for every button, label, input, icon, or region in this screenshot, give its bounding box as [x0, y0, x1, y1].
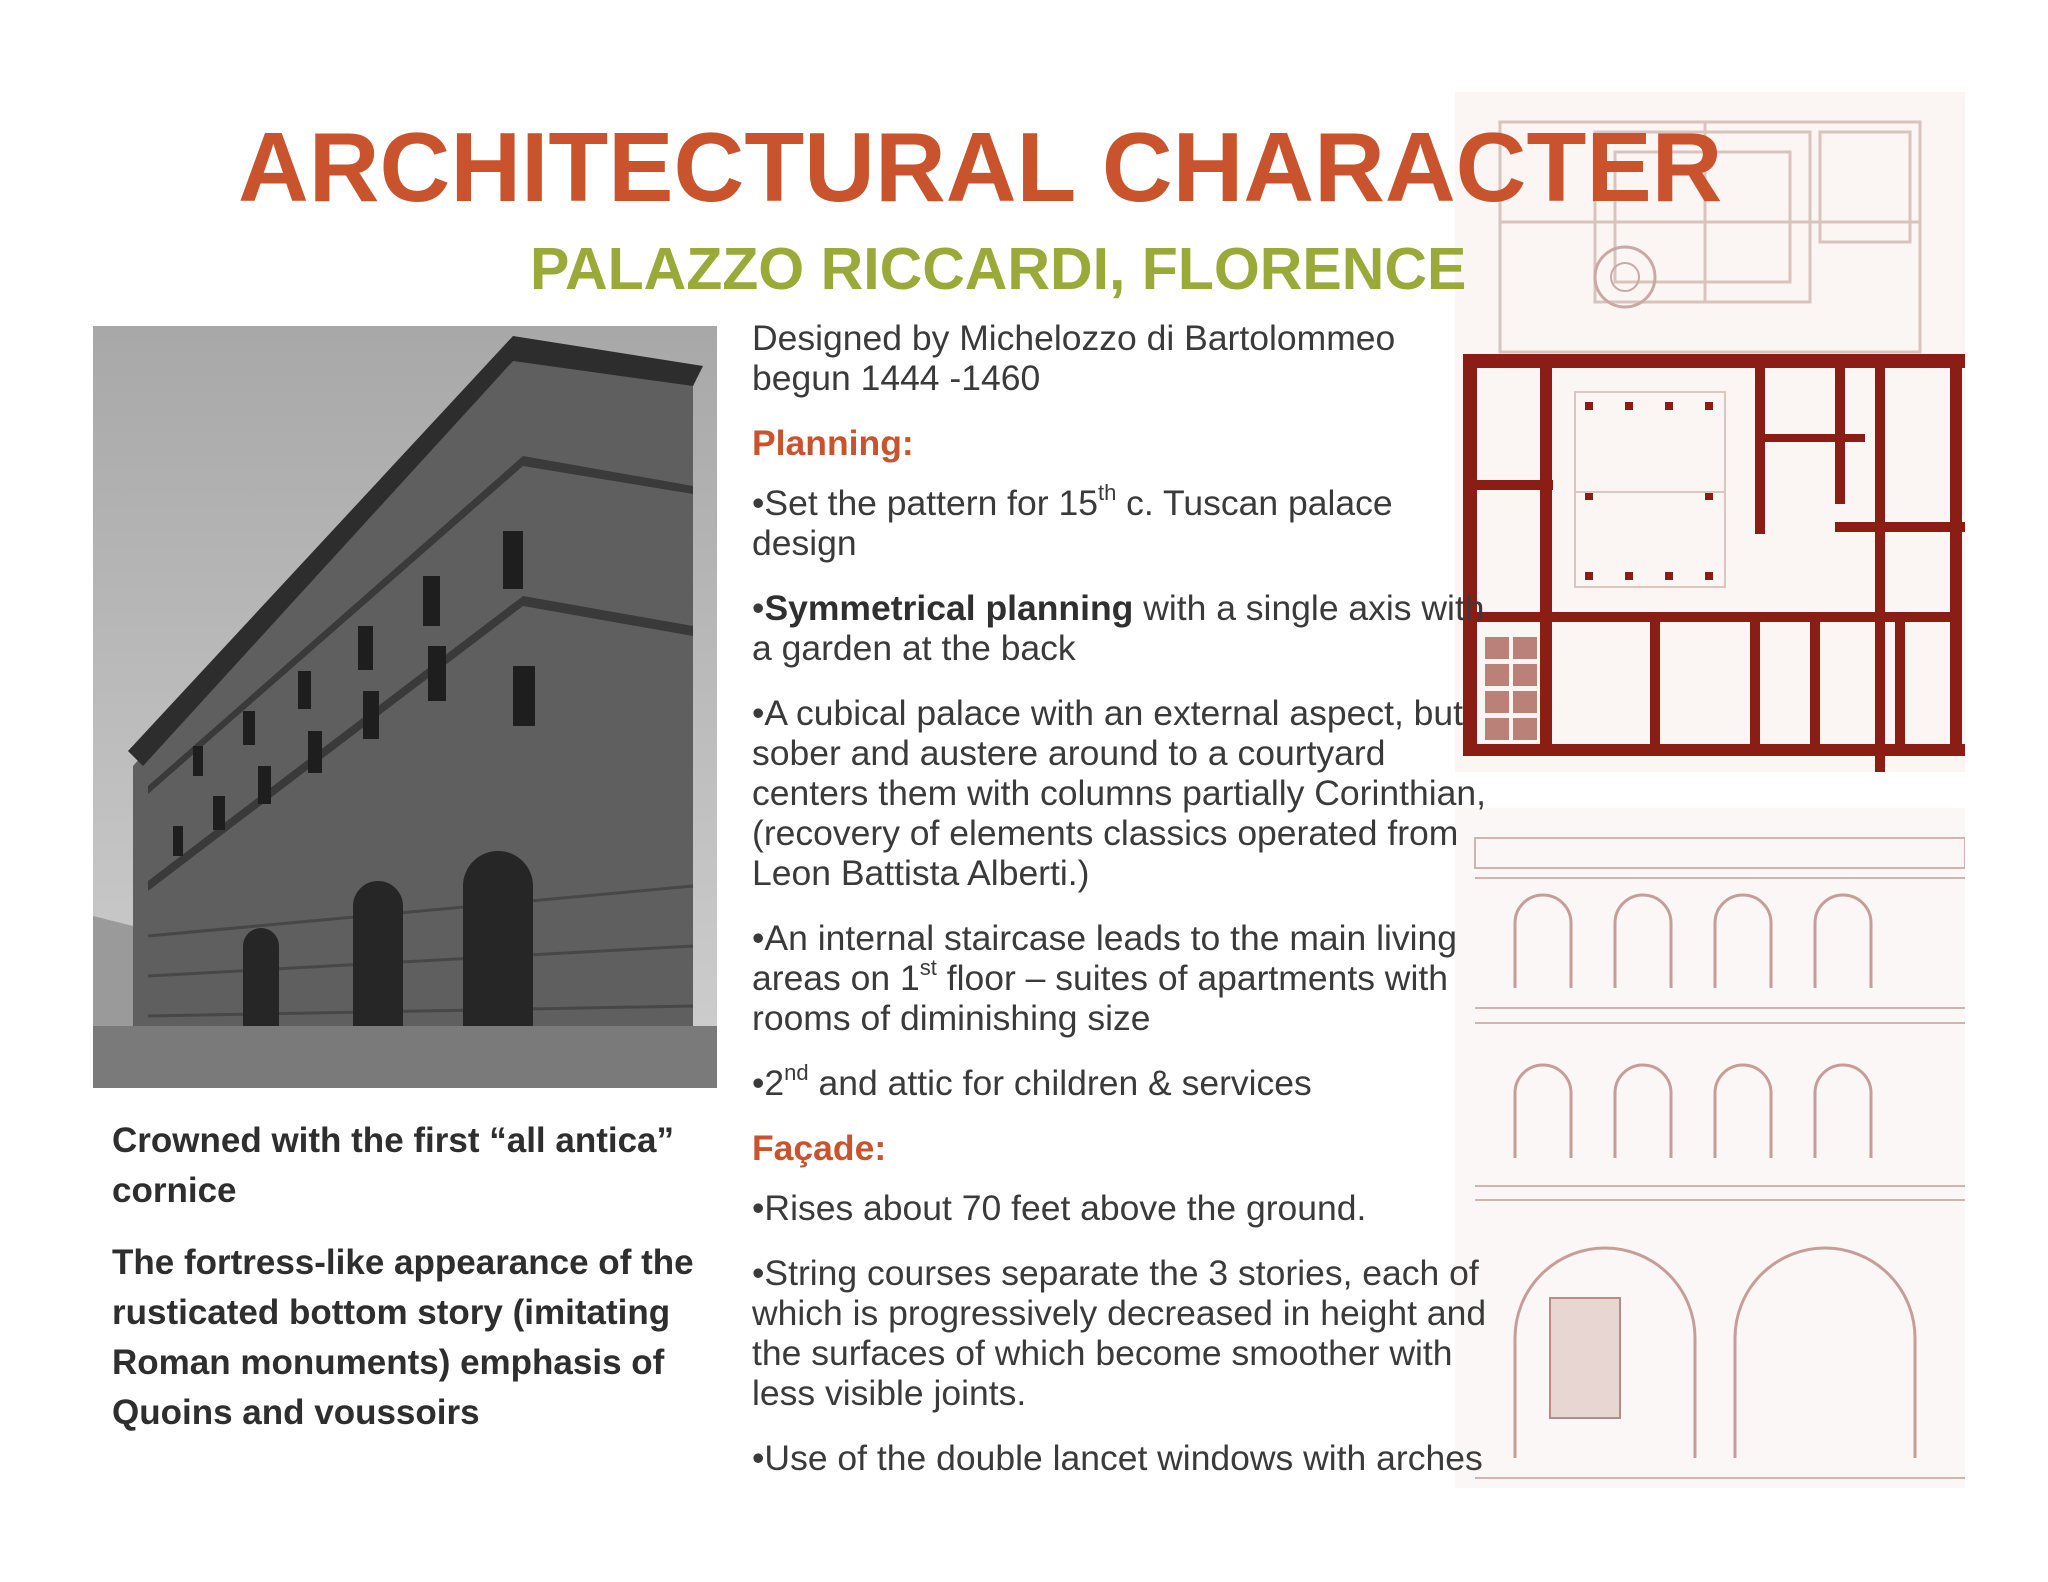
facade-heading: Façade:	[752, 1128, 887, 1168]
facade-bullet-2: •String courses separate the 3 stories, each of which is progressively decreased in height and the surfaces of which become smoother with less visible joints.	[752, 1253, 1487, 1413]
planning-bullet-3: •A cubical palace with an external aspect, but sober and austere around to a courtyard centers them with columns partially Corinthian, (recovery of elements classics operated from Leon Battista Alberti.)	[752, 693, 1486, 893]
photo-caption	[112, 1116, 702, 1460]
planning-bullet-2: •Symmetrical planning with a single axis with a garden at the back	[752, 588, 1485, 668]
designer-line: Designed by Michelozzo di Bartolommeo	[752, 318, 1396, 358]
date-line: begun 1444 -1460	[752, 358, 1041, 398]
palazzo-photograph	[93, 326, 717, 1088]
caption-cornice: Crowned with the first “all antica” cornice	[112, 1121, 675, 1210]
page-subtitle: PALAZZO RICCARDI, FLORENCE	[530, 236, 1467, 302]
description-column	[752, 318, 1497, 1503]
facade-elevation-drawing	[1455, 808, 1965, 1488]
facade-bullet-3: •Use of the double lancet windows with arches	[752, 1438, 1483, 1478]
intro	[752, 318, 1497, 398]
page-title: ARCHITECTURAL CHARACTER	[238, 112, 1723, 222]
planning-heading: Planning:	[752, 423, 914, 463]
planning-bullet-1: •Set the pattern for 15th c. Tuscan palace design	[752, 480, 1393, 563]
planning-bullet-5: •2nd and attic for children & services	[752, 1060, 1312, 1103]
facade-bullet-1: •Rises about 70 feet above the ground.	[752, 1188, 1367, 1228]
caption-fortress: The fortress-like appearance of the rusticated bottom story (imitating Roman monuments) emphasis of Quoins and voussoirs	[112, 1243, 694, 1432]
planning-bullet-4: •An internal staircase leads to the main living areas on 1st floor – suites of apartments with rooms of diminishing size	[752, 918, 1458, 1038]
